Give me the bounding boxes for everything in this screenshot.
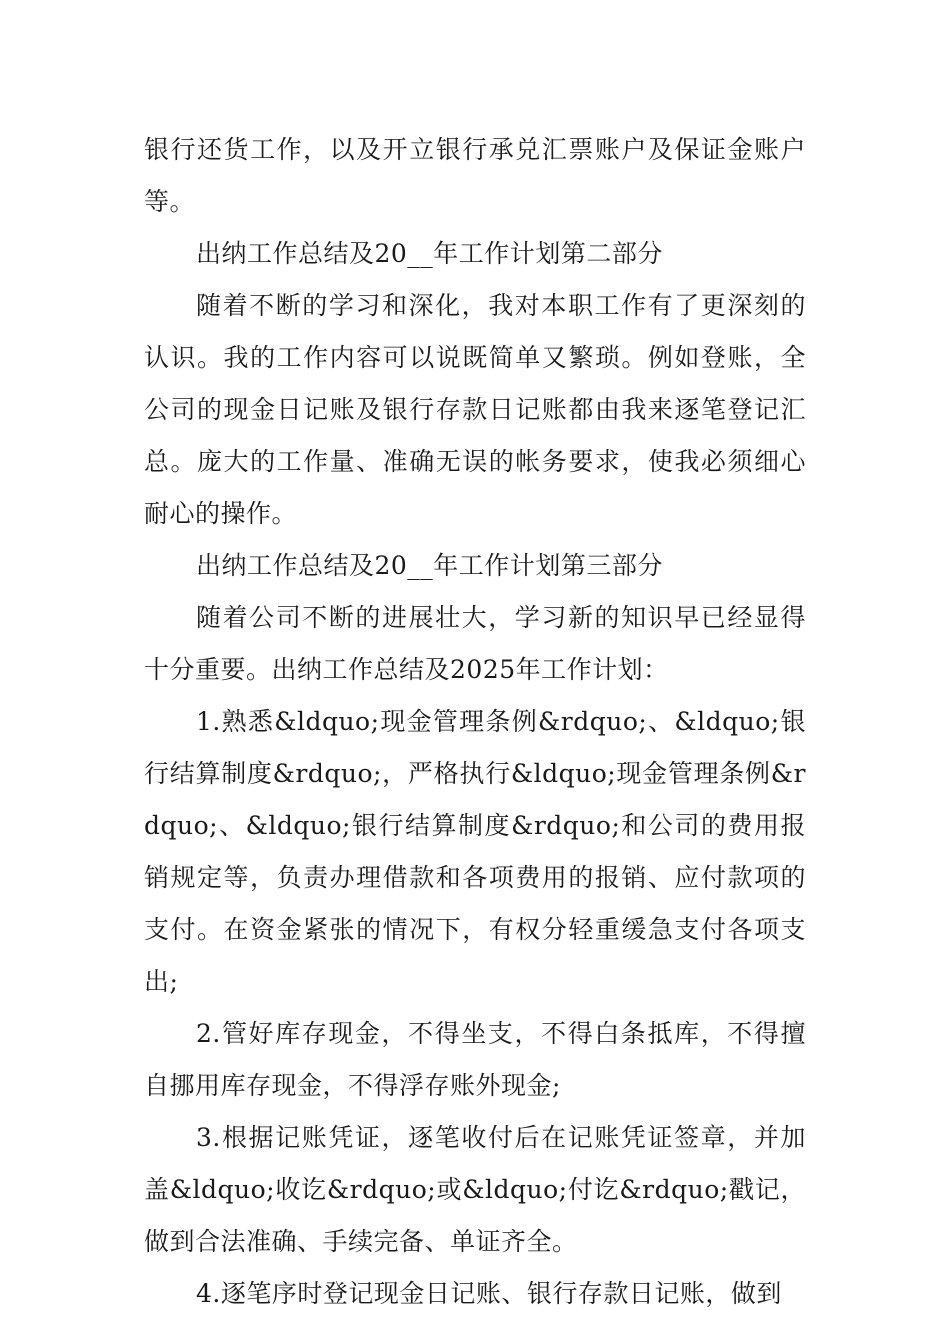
paragraph-part-three-intro: 随着公司不断的进展壮大，学习新的知识早已经显得十分重要。出纳工作总结及2025年工作计划：: [144, 603, 806, 684]
list-item-3: 3.根据记账凭证，逐笔收付后在记账凭证签章，并加盖&ldquo;收讫&rdquo;或&ldquo;付讫&rdquo;戳记，做到合法准确、手续完备、单证齐全。: [144, 1123, 806, 1256]
document-body: [144, 124, 806, 1320]
paragraph-continuation: 银行还货工作，以及开立银行承兑汇票账户及保证金账户等。: [144, 135, 806, 216]
paragraph-part-two-body: 随着不断的学习和深化，我对本职工作有了更深刻的认识。我的工作内容可以说既简单又繁琐。例如登账，全公司的现金日记账及银行存款日记账都由我来逐笔登记汇总。庞大的工作量、准确无误的帐务要求，使我必须细心耐心的操作。: [144, 291, 806, 528]
section-heading-part-two: 出纳工作总结及20__年工作计划第二部分: [196, 239, 663, 268]
section-heading-part-three: 出纳工作总结及20__年工作计划第三部分: [196, 551, 663, 580]
list-item-2: 2.管好库存现金，不得坐支，不得白条抵库，不得擅自挪用库存现金，不得浮存账外现金;: [144, 1019, 806, 1100]
list-item-4: 4.逐笔序时登记现金日记账、银行存款日记账，做到: [196, 1279, 782, 1308]
list-item-1: 1.熟悉&ldquo;现金管理条例&rdquo;、&ldquo;银行结算制度&rdquo;，严格执行&ldquo;现金管理条例&rdquo;、&ldquo;银行结算制度&rdquo;和公司的费用报销规定等，负责办理借款和各项费用的报销、应付款项的支付。在资金紧张的情况下，有权分轻重缓急支付各项支出;: [144, 707, 806, 996]
